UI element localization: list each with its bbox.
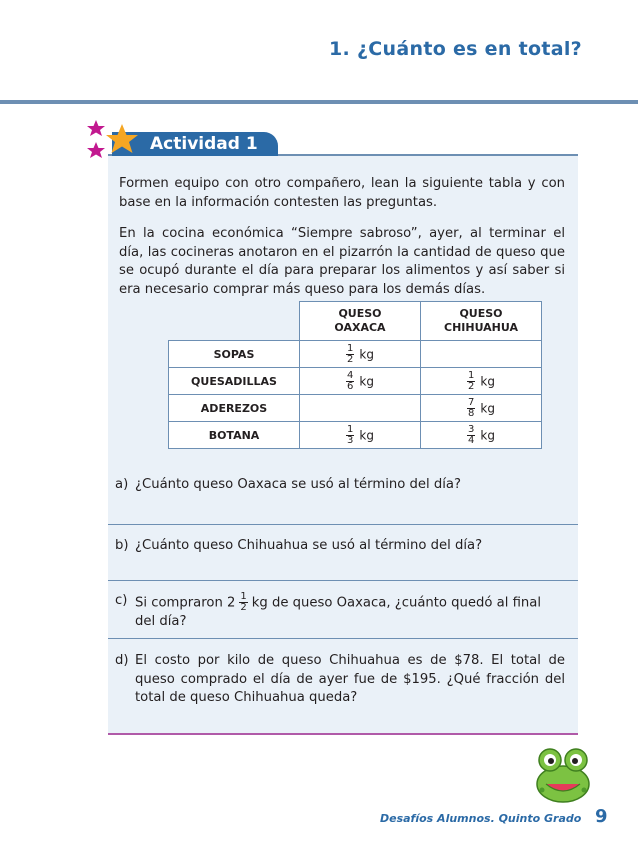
cell-oaxaca (300, 395, 421, 422)
panel-bottom-rule (108, 733, 578, 735)
page-number: 9 (595, 806, 608, 827)
page-title: 1. ¿Cuánto es en total? (329, 38, 582, 60)
row-label: SOPAS (169, 341, 300, 368)
unit-label: kg (480, 374, 495, 388)
unit-label: kg (359, 347, 374, 361)
table-row (169, 341, 542, 368)
question-text: ¿Cuánto queso Oaxaca se usó al término del día? (135, 477, 461, 492)
header-line: OAXACA (334, 321, 386, 334)
table-row (169, 395, 542, 422)
fraction-numerator: 3 (468, 423, 475, 435)
header-line: CHIHUAHUA (444, 321, 518, 334)
fraction-denominator: 4 (468, 434, 475, 446)
row-label: ADEREZOS (169, 395, 300, 422)
unit-label: kg (480, 428, 495, 442)
table-row (169, 368, 542, 395)
fraction-denominator: 2 (240, 602, 247, 613)
question-d (115, 652, 565, 708)
header-line: QUESO (459, 307, 503, 320)
activity-label: Actividad 1 (150, 134, 258, 154)
row-label: BOTANA (169, 422, 300, 449)
fraction-denominator: 2 (347, 353, 354, 365)
fraction-denominator: 3 (347, 434, 354, 446)
question-text: El costo por kilo de queso Chihuahua es de $78. El total de queso comprado el día de ayer fue de $195. ¿Qué fracción del total de queso Chihuahua queda? (135, 653, 565, 705)
question-letter: a) (115, 477, 129, 492)
cell-chihuahua (421, 341, 542, 368)
fraction-numerator: 1 (468, 369, 475, 381)
frog-spot (540, 788, 545, 793)
header-queso-chihuahua (421, 302, 542, 341)
question-b (115, 537, 565, 556)
fraction-numerator: 1 (347, 423, 354, 435)
magenta-star-icon (87, 142, 105, 158)
question-divider (108, 524, 578, 525)
fraction-numerator: 1 (347, 342, 354, 354)
header-line: QUESO (338, 307, 382, 320)
cell-oaxaca (300, 422, 421, 449)
table-header-row (169, 302, 542, 341)
question-text-after: kg de queso Oaxaca, ¿cuánto quedó al final del día? (135, 595, 542, 629)
footer-text: Desafíos Alumnos. Quinto Grado (380, 812, 582, 825)
question-letter: d) (115, 653, 129, 668)
frog-spot (582, 788, 587, 793)
fraction (346, 425, 354, 446)
row-label: QUESADILLAS (169, 368, 300, 395)
question-letter: b) (115, 538, 129, 553)
fraction-denominator: 8 (468, 407, 475, 419)
fraction (467, 398, 475, 419)
question-divider (108, 580, 578, 581)
header-queso-oaxaca (300, 302, 421, 341)
instructions-text: Formen equipo con otro compañero, lean la siguiente tabla y con base en la información contesten las preguntas. (119, 176, 565, 210)
cell-chihuahua (421, 422, 542, 449)
question-text-before: Si compraron 2 (135, 595, 236, 611)
cheese-table (168, 301, 542, 449)
fraction (467, 425, 475, 446)
fraction (346, 371, 354, 392)
frog-icon (528, 744, 598, 806)
question-divider (108, 638, 578, 639)
cell-oaxaca (300, 368, 421, 395)
table-corner (169, 302, 300, 341)
cell-oaxaca (300, 341, 421, 368)
fraction-numerator: 7 (468, 396, 475, 408)
table-row (169, 422, 542, 449)
unit-label: kg (480, 401, 495, 415)
fraction-numerator: 4 (347, 369, 354, 381)
question-letter: c) (115, 593, 128, 608)
question-text: ¿Cuánto queso Chihuahua se usó al término del día? (135, 538, 483, 553)
cell-chihuahua (421, 395, 542, 422)
story-text: En la cocina económica “Siempre sabroso”, ayer, al terminar el día, las cocineras anotaron en el pizarrón la cantidad de queso que se ocupó durante el día para preparar los alimentos y así saber si era necesario comprar más queso para los demás días. (119, 226, 565, 297)
frog-iris-right (572, 758, 578, 764)
stars-icon (84, 118, 144, 166)
fraction (467, 371, 475, 392)
question-c (115, 591, 565, 632)
fraction-numerator: 1 (240, 591, 247, 602)
fraction (239, 592, 247, 613)
unit-label: kg (359, 428, 374, 442)
question-a (115, 476, 565, 495)
gold-star-icon (106, 124, 138, 153)
cell-chihuahua (421, 368, 542, 395)
fraction-denominator: 2 (468, 380, 475, 392)
unit-label: kg (359, 374, 374, 388)
magenta-star-icon (87, 120, 105, 136)
fraction (346, 344, 354, 365)
frog-iris-left (548, 758, 554, 764)
header-rule (0, 100, 638, 104)
fraction-denominator: 6 (347, 380, 354, 392)
